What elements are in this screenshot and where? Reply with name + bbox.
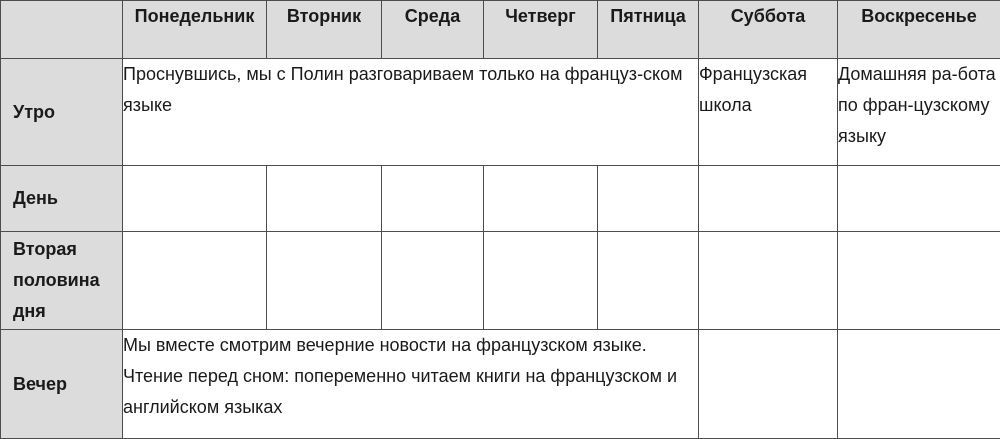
day-tuesday-cell xyxy=(267,166,382,232)
row-day xyxy=(1,166,1000,232)
afternoon-friday-cell xyxy=(598,232,699,330)
row-label-afternoon: Вторая половина дня xyxy=(1,232,123,330)
row-evening xyxy=(1,330,1000,439)
morning-sunday-cell: Домашняя ра-бота по фран-цузскому языку xyxy=(838,59,1000,166)
header-wednesday: Среда xyxy=(382,1,484,59)
header-saturday: Суббота xyxy=(699,1,838,59)
evening-weekdays-cell: Мы вместе смотрим вечерние новости на французском языке. Чтение перед сном: попеременно читаем книги на французском и английском языках xyxy=(123,330,699,439)
morning-saturday-cell: Французская школа xyxy=(699,59,838,166)
day-saturday-cell xyxy=(699,166,838,232)
day-friday-cell xyxy=(598,166,699,232)
row-morning xyxy=(1,59,1000,166)
morning-weekdays-cell: Проснувшись, мы с Полин разговариваем только на француз-ском языке xyxy=(123,59,699,166)
row-label-morning: Утро xyxy=(1,59,123,166)
afternoon-thursday-cell xyxy=(484,232,598,330)
day-wednesday-cell xyxy=(382,166,484,232)
evening-saturday-cell xyxy=(699,330,838,439)
row-label-day: День xyxy=(1,166,123,232)
afternoon-wednesday-cell xyxy=(382,232,484,330)
header-thursday: Четверг xyxy=(484,1,598,59)
evening-sunday-cell xyxy=(838,330,1000,439)
corner-cell xyxy=(1,1,123,59)
header-sunday: Воскресенье xyxy=(838,1,1000,59)
row-afternoon xyxy=(1,232,1000,330)
day-thursday-cell xyxy=(484,166,598,232)
header-friday: Пятница xyxy=(598,1,699,59)
day-sunday-cell xyxy=(838,166,1000,232)
row-label-evening: Вечер xyxy=(1,330,123,439)
header-monday: Понедельник xyxy=(123,1,267,59)
day-monday-cell xyxy=(123,166,267,232)
header-row xyxy=(1,1,1000,59)
afternoon-sunday-cell xyxy=(838,232,1000,330)
afternoon-saturday-cell xyxy=(699,232,838,330)
afternoon-tuesday-cell xyxy=(267,232,382,330)
header-tuesday: Вторник xyxy=(267,1,382,59)
afternoon-monday-cell xyxy=(123,232,267,330)
